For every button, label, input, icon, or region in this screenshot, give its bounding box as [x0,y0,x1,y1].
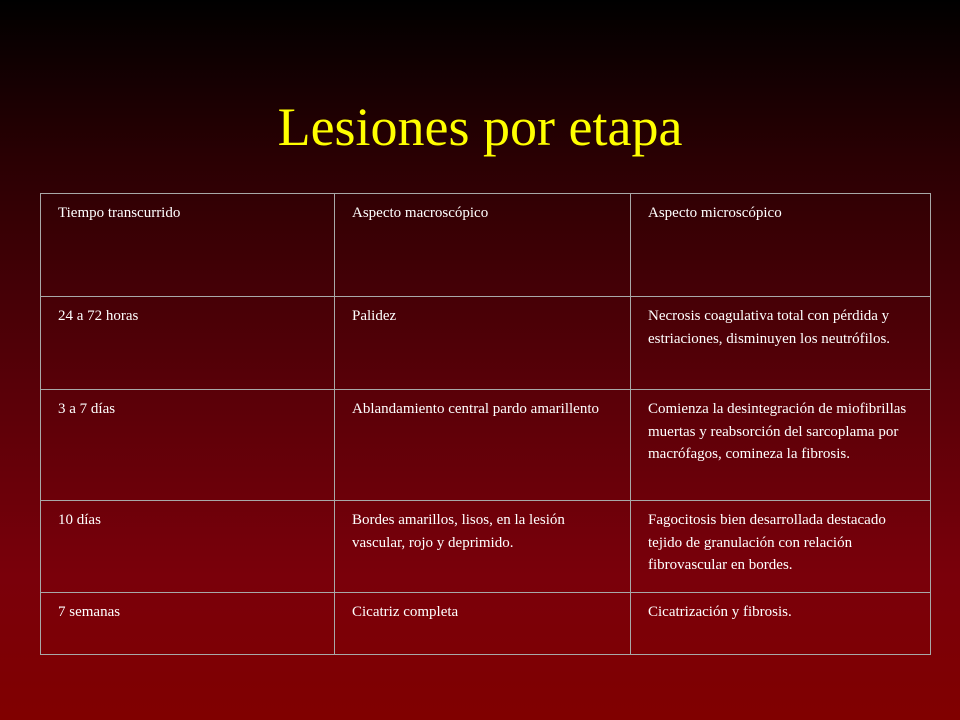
table-cell-time: 10 días [41,501,335,593]
table-cell-time: 7 semanas [41,593,335,655]
table-cell-microscopic: Necrosis coagulativa total con pérdida y estriaciones, disminuyen los neutrófilos. [631,297,931,390]
header-cell-macroscopic: Aspecto macroscópico [335,194,631,297]
table-cell-macroscopic: Bordes amarillos, lisos, en la lesión vascular, rojo y deprimido. [335,501,631,593]
table-cell-microscopic: Fagocitosis bien desarrollada destacado tejido de granulación con relación fibrovascular en bordes. [631,501,931,593]
table-cell-macroscopic: Cicatriz completa [335,593,631,655]
table-row [41,297,931,390]
table-cell-time: 24 a 72 horas [41,297,335,390]
table-cell-microscopic: Cicatrización y fibrosis. [631,593,931,655]
table-row [41,501,931,593]
lesions-table [40,193,931,655]
header-cell-microscopic: Aspecto microscópico [631,194,931,297]
table-cell-macroscopic: Palidez [335,297,631,390]
table-row [41,390,931,501]
table-header-row [41,194,931,297]
slide-title: Lesiones por etapa [277,97,683,157]
table-row [41,593,931,655]
table-cell-time: 3 a 7 días [41,390,335,501]
table-cell-microscopic: Comienza la desintegración de miofibrillas muertas y reabsorción del sarcoplama por macrófagos, comineza la fibrosis. [631,390,931,501]
table-cell-macroscopic: Ablandamiento central pardo amarillento [335,390,631,501]
header-cell-time: Tiempo transcurrido [41,194,335,297]
